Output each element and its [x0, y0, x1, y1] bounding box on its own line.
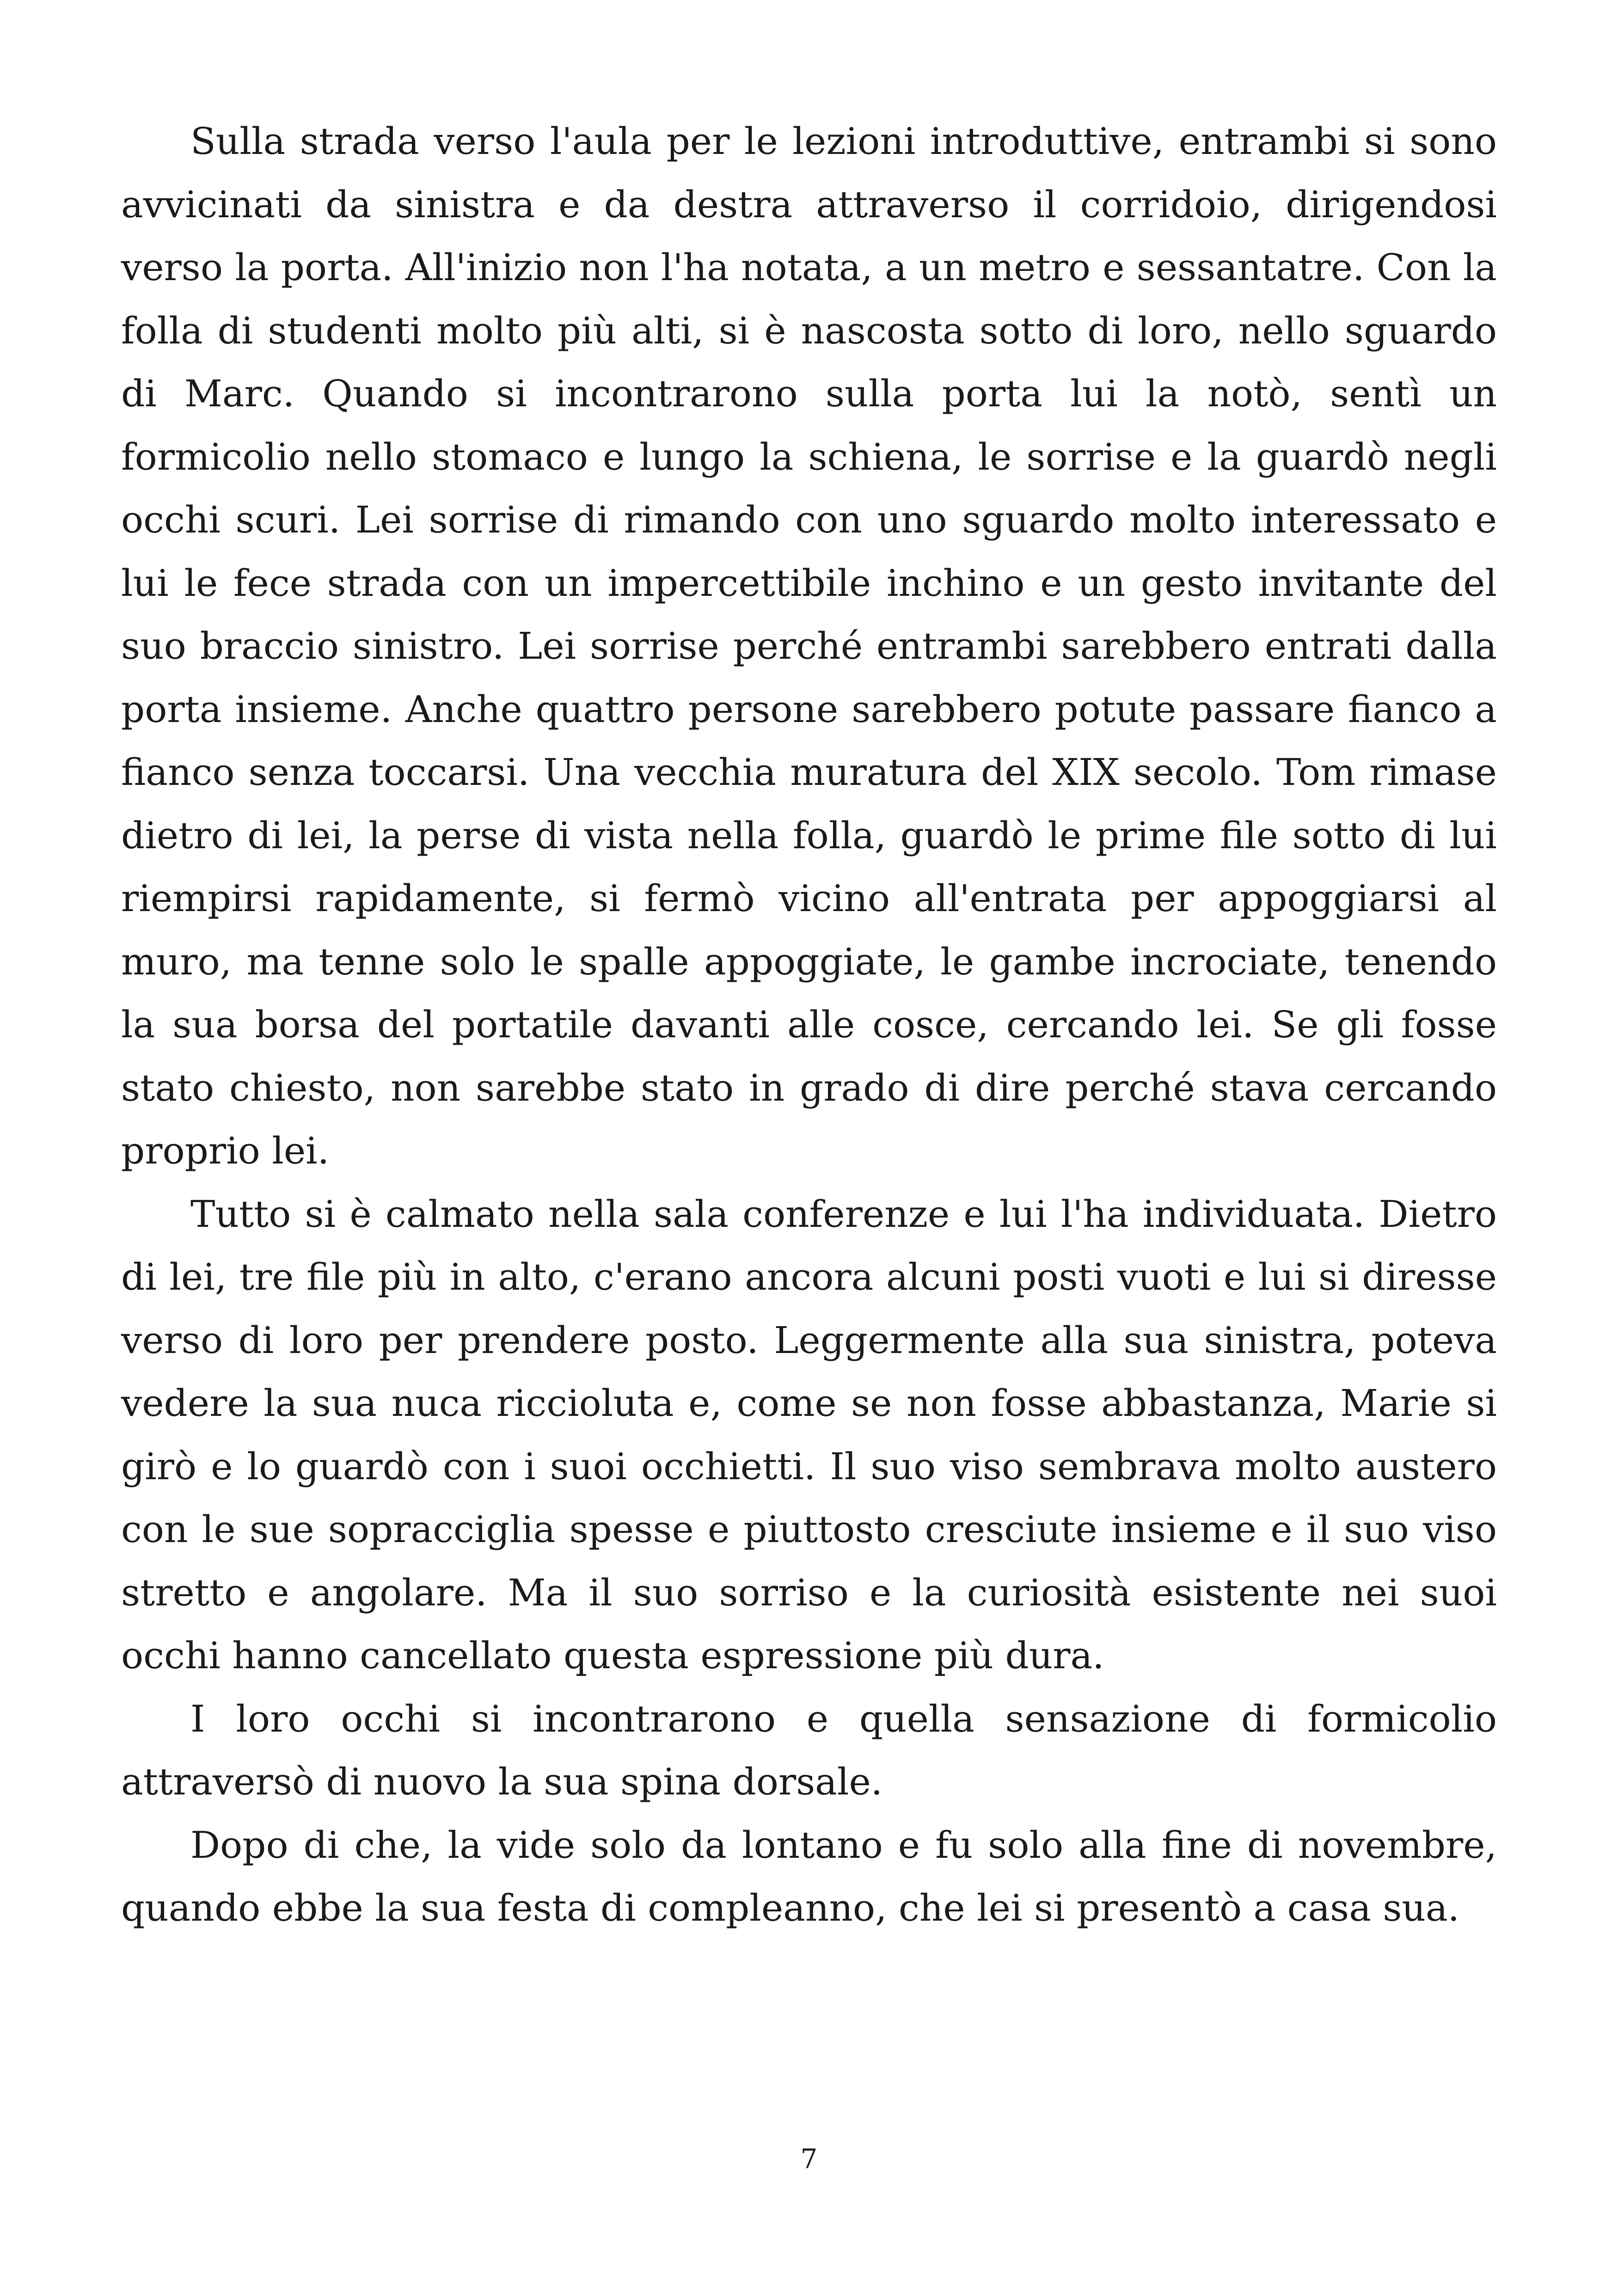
- paragraph-4: Dopo di che, la vide solo da lontano e fu solo alla fine di novembre, quando ebbe la sua festa di compleanno, che lei si presentò a casa sua.: [121, 1823, 1497, 1929]
- paragraph-1: Sulla strada verso l'aula per le lezioni introduttive, entrambi si sono avvicinati da sinistra e da destra attraverso il corridoio, dirigendosi verso la porta. All'inizio non l'ha notata, a un metro e sessantatre. Con la folla di studenti molto più alti, si è nascosta sotto di loro, nello sguardo di Marc. Quando si incontrarono sulla porta lui la notò, sentì un formicolio nello stomaco e lungo la schiena, le sorrise e la guardò negli occhi scuri. Lei sorrise di rimando con uno sguardo molto interessato e lui le fece strada con un impercettibile inchino e un gesto invitante del suo braccio sinistro. Lei sorrise perché entrambi sarebbero entrati dalla porta insieme. Anche quattro persone sarebbero potute passare fianco a fianco senza toccarsi. Una vecchia muratura del XIX secolo. Tom rimase dietro di lei, la perse di vista nella folla, guardò le prime file sotto di lui riempirsi rapidamente, si fermò vicino all'entrata per appoggiarsi al muro, ma tenne solo le spalle appoggiate, le gambe incrociate, tenendo la sua borsa del portatile davanti alle cosce, cercando lei. Se gli fosse stato chiesto, non sarebbe stato in grado di dire perché stava cercando proprio lei.: [121, 120, 1497, 1172]
- page-number: 7: [800, 2143, 818, 2174]
- paragraph-3: I loro occhi si incontrarono e quella sensazione di formicolio attraversò di nuovo la sua spina dorsale.: [121, 1697, 1497, 1803]
- body-text: [121, 110, 1497, 1940]
- paragraph-2: Tutto si è calmato nella sala conferenze e lui l'ha individuata. Dietro di lei, tre file più in alto, c'erano ancora alcuni posti vuoti e lui si diresse verso di loro per prendere posto. Leggermente alla sua sinistra, poteva vedere la sua nuca riccioluta e, come se non fosse abbastanza, Marie si girò e lo guardò con i suoi occhietti. Il suo viso sembrava molto austero con le sue sopracciglia spesse e piuttosto cresciute insieme e il suo viso stretto e angolare. Ma il suo sorriso e la curiosità esistente nei suoi occhi hanno cancellato questa espressione più dura.: [121, 1192, 1497, 1677]
